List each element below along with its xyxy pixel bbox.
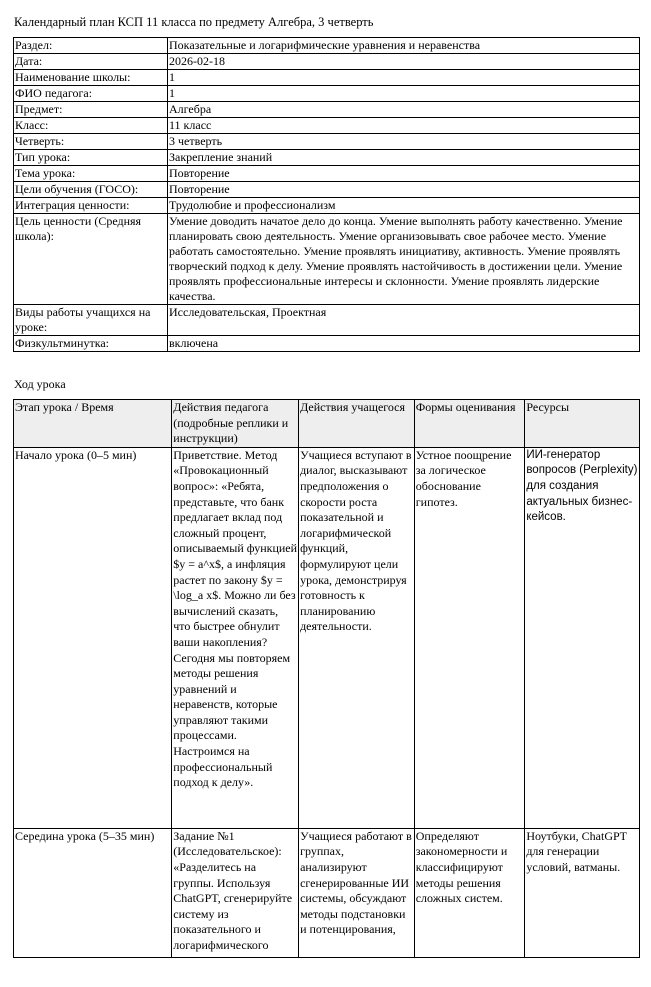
info-value: Повторение [168, 166, 640, 182]
info-row [14, 54, 640, 70]
info-row [14, 305, 640, 336]
document-title: Календарный план КСП 11 класса по предмету Алгебра, 3 четверть [14, 15, 374, 29]
info-row [14, 118, 640, 134]
info-row [14, 336, 640, 352]
info-value: 2026-02-18 [168, 54, 640, 70]
info-value: Исследовательская, Проектная [168, 305, 640, 336]
info-label: Физкультминутка: [14, 336, 168, 352]
cell-teacher: Приветствие. Метод «Провокационный вопрос»: «Ребята, представьте, что банк предлагает вклад под сложный процент, описываемый функцией $y = a^x$, а инфляция растет по закону $y = \log_a x$. Можно ли без вычислений сказать, что быстрее обнулит ваши накопления? Сегодня мы повторяем методы решения уравнений и неравенств, которые управляют такими процессами. Настроимся на профессиональный подход к делу». [172, 447, 299, 828]
cell-student: Учащиеся работают в группах, анализируют сгенерированные ИИ системы, обсуждают методы подстановки и потенцирования, [299, 828, 415, 957]
info-row [14, 102, 640, 118]
info-value: Показательные и логарифмические уравнения и неравенства [168, 38, 640, 54]
header-teacher: Действия педагога (подробные реплики и инструкции) [172, 400, 299, 448]
info-value: 3 четверть [168, 134, 640, 150]
cell-student: Учащиеся вступают в диалог, высказывают предположения о скорости роста показательной и логарифмической функций, формулируют цели урока, демонстрируя готовность к планированию деятельности. [299, 447, 415, 828]
lesson-row-start [14, 447, 640, 828]
info-label: Четверть: [14, 134, 168, 150]
info-label: Тип урока: [14, 150, 168, 166]
info-row [14, 214, 640, 305]
info-row [14, 166, 640, 182]
info-label: ФИО педагога: [14, 86, 168, 102]
info-row [14, 198, 640, 214]
info-row [14, 70, 640, 86]
cell-teacher: Задание №1 (Исследовательское): «Разделитесь на группы. Используя ChatGPT, сгенерируйте систему из показательного и логарифмического [172, 828, 299, 957]
cell-assessment: Определяют закономерности и классифицируют методы решения сложных систем. [414, 828, 525, 957]
info-value: 1 [168, 70, 640, 86]
info-label: Виды работы учащихся на уроке: [14, 305, 168, 336]
info-label: Предмет: [14, 102, 168, 118]
header-student: Действия учащегося [299, 400, 415, 448]
info-label: Дата: [14, 54, 168, 70]
cell-stage: Середина урока (5–35 мин) [14, 828, 172, 957]
info-value: Повторение [168, 182, 640, 198]
info-row [14, 134, 640, 150]
lesson-flow-title: Ход урока [14, 377, 66, 391]
info-label: Цель ценности (Средняя школа): [14, 214, 168, 305]
page-bottom-edge [0, 977, 651, 987]
lesson-flow-table [13, 399, 640, 958]
info-label: Интеграция ценности: [14, 198, 168, 214]
info-value: Закрепление знаний [168, 150, 640, 166]
lesson-row-middle [14, 828, 640, 957]
cell-resources: ИИ-генератор вопросов (Perplexity) для создания актуальных бизнес-кейсов. [525, 447, 640, 828]
lesson-header-row [14, 400, 640, 448]
info-value: Трудолюбие и профессионализм [168, 198, 640, 214]
info-value: включена [168, 336, 640, 352]
header-stage: Этап урока / Время [14, 400, 172, 448]
info-value: Умение доводить начатое дело до конца. Умение выполнять работу качественно. Умение планировать свою деятельность. Умение организовывать свое рабочее место. Умение работать самостоятельно. Умение проявлять инициативу, активность. Умение проявлять творческий подход к делу. Умение проявлять настойчивость в достижении цели. Умение проявлять профессиональные интересы и склонности. Умение проявлять лидерские качества. [168, 214, 640, 305]
info-label: Цели обучения (ГОСО): [14, 182, 168, 198]
lesson-info-table [13, 37, 640, 352]
info-row [14, 86, 640, 102]
cell-assessment: Устное поощрение за логическое обоснование гипотез. [414, 447, 525, 828]
info-label: Наименование школы: [14, 70, 168, 86]
info-row [14, 150, 640, 166]
info-value: 1 [168, 86, 640, 102]
header-resources: Ресурсы [525, 400, 640, 448]
info-label: Тема урока: [14, 166, 168, 182]
info-value: Алгебра [168, 102, 640, 118]
info-value: 11 класс [168, 118, 640, 134]
info-row [14, 182, 640, 198]
info-label: Класс: [14, 118, 168, 134]
header-assessment: Формы оценивания [414, 400, 525, 448]
info-row [14, 38, 640, 54]
info-label: Раздел: [14, 38, 168, 54]
cell-stage: Начало урока (0–5 мин) [14, 447, 172, 828]
cell-resources: Ноутбуки, ChatGPT для генерации условий, ватманы. [525, 828, 640, 957]
